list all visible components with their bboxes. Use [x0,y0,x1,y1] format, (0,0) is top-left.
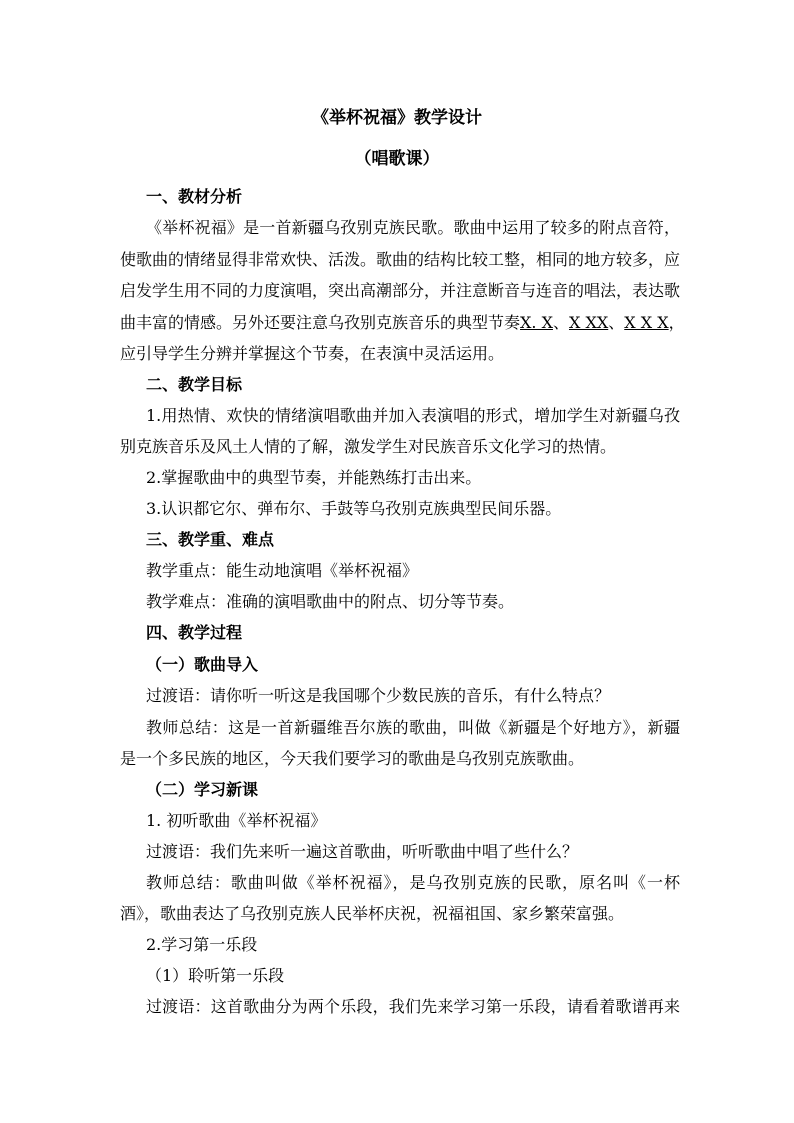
paragraph-text: 曲丰富的情感。另外还要注意乌孜别克族音乐的典型节奏 [120,313,521,332]
paragraph-line: 过渡语：我们先来听一遍这首歌曲，听听歌曲中唱了些什么？ [146,842,579,861]
separator: 、 [552,313,569,332]
paragraph-line: 《举杯祝福》是一首新疆乌孜别克族民歌。歌曲中运用了较多的附点音符， [146,218,680,237]
rhythm-pattern-3: X X X [624,313,669,332]
section-heading-process: 四、教学过程 [146,623,243,642]
document-subtitle: （唱歌课） [354,149,440,169]
rhythm-pattern-2: X XX [568,313,609,332]
paragraph-line: 教师总结：歌曲叫做《举杯祝福》，是乌孜别克族的民歌，原名叫《一杯 [146,873,680,892]
section-heading-goals: 二、教学目标 [146,375,243,394]
paragraph-line: 是一个多民族的地区，今天我们要学习的歌曲是乌孜别克族歌曲。 [120,749,585,768]
paragraph-line: 教学难点：准确的演唱歌曲中的附点、切分等节奏。 [146,592,515,611]
paragraph-line: 酒》，歌曲表达了乌孜别克族人民举杯庆祝，祝福祖国、家乡繁荣富强。 [120,904,625,923]
section-heading-key-points: 三、教学重、难点 [146,530,275,549]
paragraph-line: 过渡语：这首歌曲分为两个乐段，我们先来学习第一乐段，请看着歌谱再来 [146,997,680,1016]
punctuation: ， [668,313,685,332]
subsection-heading-intro: （一）歌曲导入 [146,655,259,674]
paragraph-line: 2.掌握歌曲中的典型节奏，并能熟练打击出来。 [146,468,482,487]
paragraph-line: 应引导学生分辨并掌握这个节奏，在表演中灵活运用。 [120,344,505,363]
rhythm-pattern-1: X. X [520,313,553,332]
paragraph-line: 使歌曲的情绪显得非常欢快、活泼。歌曲的结构比较工整，相同的地方较多，应 [120,250,681,269]
paragraph-line: 教师总结：这是一首新疆维吾尔族的歌曲，叫做《新疆是个好地方》，新疆 [146,718,680,737]
paragraph-line: 启发学生用不同的力度演唱，突出高潮部分，并注意断音与连音的唱法，表达歌 [120,281,681,300]
document-title: 《举杯祝福》教学设计 [312,108,482,128]
paragraph-line: 3.认识都它尔、弹布尔、手鼓等乌孜别克族典型民间乐器。 [146,499,562,518]
paragraph-line: 2.学习第一乐段 [146,935,258,954]
paragraph-line: 过渡语：请你听一听这是我国哪个少数民族的音乐，有什么特点？ [146,686,611,705]
paragraph-line: 别克族音乐及风土人情的了解，激发学生对民族音乐文化学习的热情。 [120,437,617,456]
paragraph-line: 1. 初听歌曲《举杯祝福》 [146,811,327,830]
paragraph-line-rhythm [120,313,685,333]
paragraph-line: 1.用热情、欢快的情绪演唱歌曲并加入表演唱的形式，增加学生对新疆乌孜 [146,406,680,425]
separator: 、 [608,313,625,332]
paragraph-line: （1）聆听第一乐段 [146,966,285,985]
paragraph-line: 教学重点：能生动地演唱《举杯祝福》 [146,561,419,580]
section-heading-analysis: 一、教材分析 [146,187,243,206]
subsection-heading-new-lesson: （二）学习新课 [146,780,259,799]
